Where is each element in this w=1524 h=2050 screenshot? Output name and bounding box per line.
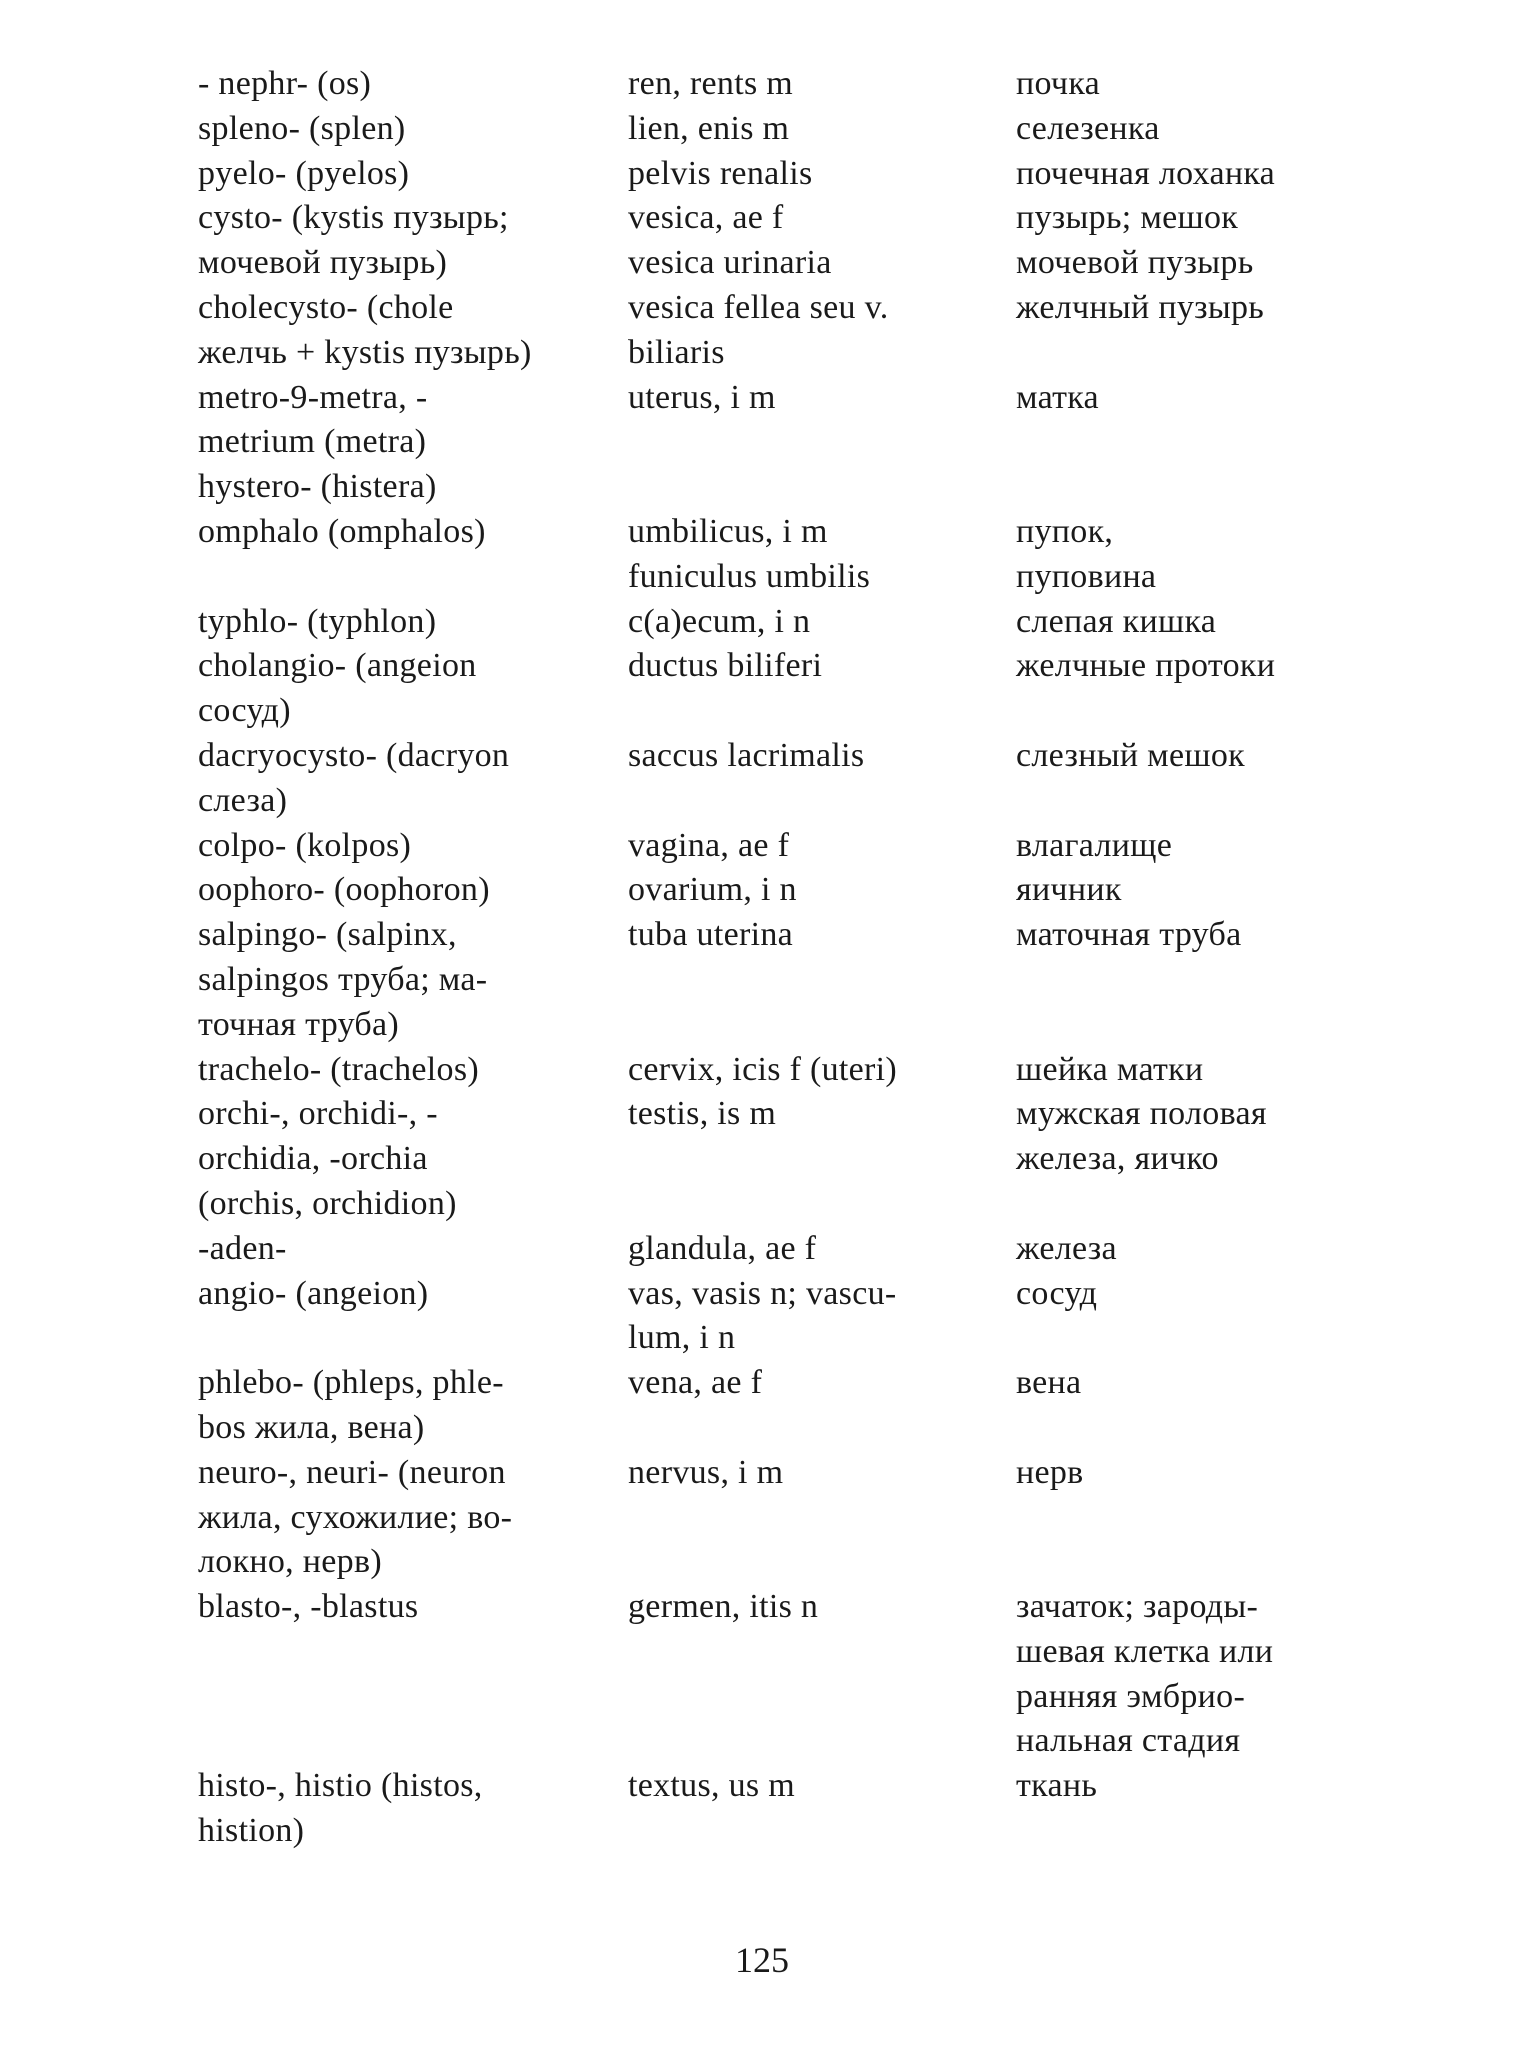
term-cell: blasto-, -blastus: [198, 1588, 419, 1626]
russian-cell: зачаток; зароды- шевая клетка или ранняя эмбрио- нальная стадия: [1016, 1588, 1274, 1760]
russian-cell: нерв: [1016, 1453, 1084, 1491]
term-cell: cysto- (kystis пузырь; мочевой пузырь): [198, 199, 509, 282]
latin-cell: vesica fellea seu v. biliaris: [628, 288, 889, 371]
term-row: [198, 734, 1348, 824]
term-cell: angio- (angeion): [198, 1274, 429, 1312]
russian-cell: почечная лоханка: [1016, 154, 1276, 192]
term-cell: salpingo- (salpinx, salpingos труба; ма- точная труба): [198, 916, 488, 1043]
latin-cell: ductus biliferi: [628, 647, 823, 685]
term-row: [198, 868, 1348, 913]
term-row: [198, 1048, 1348, 1093]
term-row: [198, 1272, 1348, 1362]
term-cell: trachelo- (trachelos): [198, 1050, 479, 1088]
term-cell: typhlo- (typhlon): [198, 602, 437, 640]
term-cell: spleno- (splen): [198, 109, 406, 147]
latin-cell: c(a)ecum, i n: [628, 602, 811, 640]
russian-cell: шейка матки: [1016, 1050, 1204, 1088]
term-row: [198, 1585, 1348, 1764]
dictionary-page: [198, 62, 1348, 1854]
russian-cell: почка: [1016, 65, 1101, 102]
latin-cell: umbilicus, i m funiculus umbilis: [628, 512, 871, 595]
term-row: [198, 196, 1348, 286]
term-cell: cholangio- (angeion сосуд): [198, 647, 477, 730]
term-cell: metro-9-metra, - metrium (metra) hystero- (histera): [198, 378, 437, 506]
term-row: [198, 376, 1348, 510]
term-cell: pyelo- (pyelos): [198, 154, 410, 192]
term-cell: -aden-: [198, 1229, 287, 1267]
latin-cell: lien, enis m: [628, 109, 790, 147]
term-row: [198, 824, 1348, 869]
russian-cell: яичник: [1016, 871, 1122, 909]
term-row: [198, 913, 1348, 1047]
russian-cell: железа: [1016, 1229, 1117, 1267]
term-cell: oophoro- (oophoron): [198, 871, 490, 909]
latin-cell: uterus, i m: [628, 378, 776, 416]
russian-cell: влагалище: [1016, 826, 1173, 864]
term-cell: colpo- (kolpos): [198, 826, 412, 864]
term-row: [198, 600, 1348, 645]
latin-cell: pelvis renalis: [628, 154, 813, 192]
term-row: [198, 107, 1348, 152]
latin-cell: saccus lacrimalis: [628, 736, 865, 774]
term-row: [198, 1227, 1348, 1272]
term-cell: cholecysto- (chole желчь + kystis пузырь): [198, 288, 532, 371]
russian-cell: матка: [1016, 378, 1099, 416]
russian-cell: пузырь; мешок мочевой пузырь: [1016, 199, 1254, 282]
latin-cell: glandula, ae f: [628, 1229, 817, 1267]
latin-cell: vagina, ae f: [628, 826, 790, 864]
term-row: [198, 1764, 1348, 1854]
term-cell: - nephr- (os): [198, 65, 372, 102]
term-row: [198, 152, 1348, 197]
term-row: [198, 510, 1348, 600]
latin-cell: tuba uterina: [628, 916, 794, 954]
term-row: [198, 1361, 1348, 1451]
term-row: [198, 286, 1348, 376]
russian-cell: слезный мешок: [1016, 736, 1245, 774]
term-row: [198, 1092, 1348, 1226]
latin-cell: testis, is m: [628, 1095, 777, 1133]
term-row: [198, 62, 1348, 107]
term-cell: dacryocysto- (dacryon слеза): [198, 736, 510, 819]
term-cell: neuro-, neuri- (neuron жила, сухожилие; во- локно, нерв): [198, 1453, 513, 1581]
russian-cell: слепая кишка: [1016, 602, 1217, 640]
latin-cell: ren, rents m: [628, 65, 794, 102]
term-cell: phlebo- (phleps, phle- bos жила, вена): [198, 1364, 504, 1446]
russian-cell: желчные протоки: [1016, 647, 1276, 685]
latin-cell: ovarium, i n: [628, 871, 797, 909]
russian-cell: вена: [1016, 1364, 1082, 1402]
term-row: [198, 1451, 1348, 1585]
russian-cell: пупок, пуповина: [1016, 512, 1157, 595]
latin-cell: textus, us m: [628, 1767, 795, 1805]
russian-cell: ткань: [1016, 1767, 1098, 1805]
latin-cell: vas, vasis n; vascu- lum, i n: [628, 1274, 897, 1357]
latin-cell: vesica, ae f vesica urinaria: [628, 199, 832, 282]
term-table: [198, 62, 1348, 1854]
russian-cell: желчный пузырь: [1016, 288, 1265, 326]
term-cell: omphalo (omphalos): [198, 512, 486, 550]
term-row: [198, 644, 1348, 734]
russian-cell: мужская половая железа, яичко: [1016, 1095, 1267, 1178]
russian-cell: маточная труба: [1016, 916, 1242, 954]
latin-cell: vena, ae f: [628, 1364, 763, 1402]
page-number: 125: [735, 1940, 789, 1980]
term-cell: histo-, histio (histos, histion): [198, 1767, 483, 1850]
latin-cell: cervix, icis f (uteri): [628, 1050, 898, 1088]
russian-cell: сосуд: [1016, 1274, 1098, 1312]
latin-cell: germen, itis n: [628, 1588, 819, 1626]
russian-cell: селезенка: [1016, 109, 1160, 147]
latin-cell: nervus, i m: [628, 1453, 784, 1491]
term-cell: orchi-, orchidi-, - orchidia, -orchia (orchis, orchidion): [198, 1095, 457, 1222]
